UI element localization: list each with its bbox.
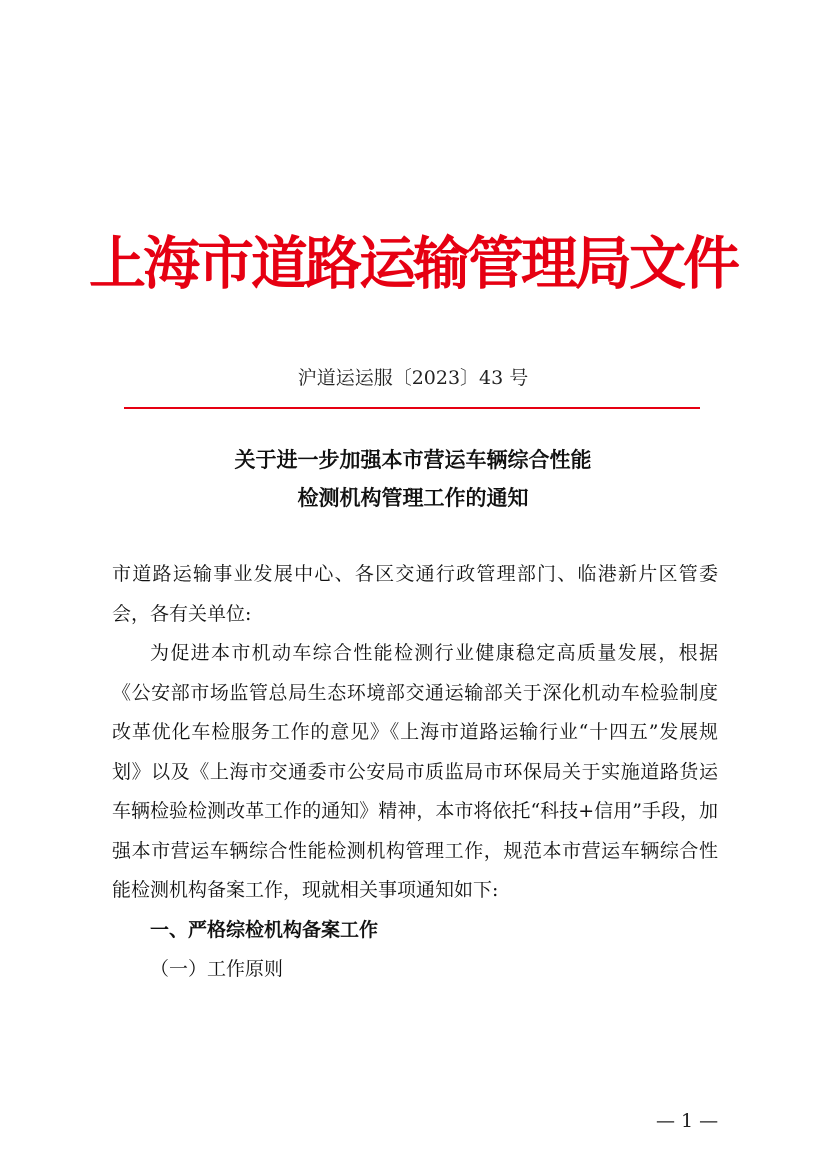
notice-body <box>112 555 718 990</box>
addressee-paragraph: 市道路运输事业发展中心、各区交通行政管理部门、临港新片区管委会，各有关单位: <box>112 563 718 625</box>
subsection-heading-1: （一）工作原则 <box>150 958 284 980</box>
title-line-2: 检测机构管理工作的通知 <box>297 486 529 510</box>
title-line-1: 关于进一步加强本市营运车辆综合性能 <box>234 448 592 472</box>
red-separator-line <box>124 407 700 409</box>
document-masthead: 上海市道路运输管理局文件 <box>89 230 737 297</box>
intro-paragraph: 为促进本市机动车综合性能检测行业健康稳定高质量发展，根据《公安部市场监管总局生态环境部交通运输部关于深化机动车检验制度改革优化车检服务工作的意见》《上海市道路运输行业“十四五”发展规划》以及《上海市交通委市公安局市质监局市环保局关于实施道路货运车辆检验检测改革工作的通知》精神，本市将依托“科技+信用”手段，加强本市营运车辆综合性能检测机构管理工作，规范本市营运车辆综合性能检测机构备案工作，现就相关事项通知如下: <box>112 642 718 901</box>
document-number: 沪道运运服〔2023〕43 号 <box>297 367 529 389</box>
section-heading-1: 一、严格综检机构备案工作 <box>150 918 379 941</box>
notice-title <box>0 441 826 517</box>
page-number: — 1 — <box>656 1110 719 1132</box>
